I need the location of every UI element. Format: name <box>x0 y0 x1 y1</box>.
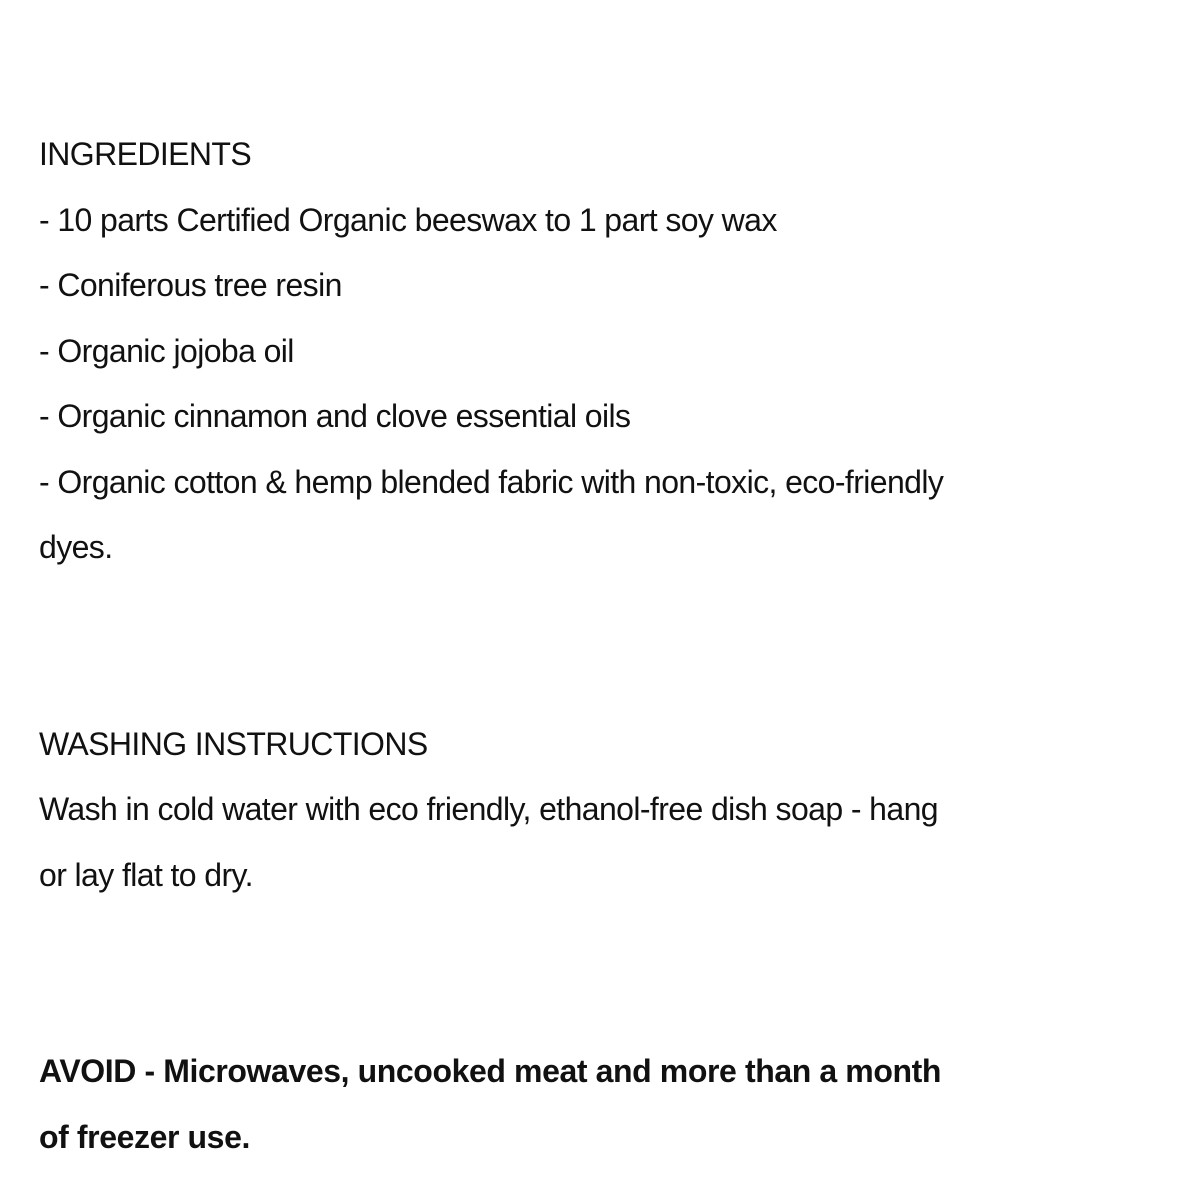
product-info <box>39 122 1159 1170</box>
washing-title: WASHING INSTRUCTIONS <box>39 725 428 762</box>
ingredient-item-continuation: dyes. <box>39 529 113 565</box>
section-spacer <box>39 646 1159 712</box>
washing-instruction-line: Wash in cold water with eco friendly, ethanol-free dish soap - hang <box>39 791 938 827</box>
avoid-warning-line: of freezer use. <box>39 1118 250 1155</box>
ingredients-section <box>39 122 1159 581</box>
ingredient-item: - Organic cinnamon and clove essential oils <box>39 398 631 434</box>
ingredient-item: - Organic jojoba oil <box>39 332 294 369</box>
washing-instruction-line: or lay flat to dry. <box>39 856 253 893</box>
section-spacer <box>39 581 1159 647</box>
ingredient-item: - Organic cotton & hemp blended fabric with non-toxic, eco-friendly <box>39 463 944 500</box>
ingredients-title: INGREDIENTS <box>39 136 252 172</box>
avoid-warning-line: AVOID - Microwaves, uncooked meat and more than a month <box>39 1053 942 1089</box>
ingredient-item: - Coniferous tree resin <box>39 267 342 303</box>
ingredient-item: - 10 parts Certified Organic beeswax to 1 part soy wax <box>39 201 777 238</box>
section-spacer <box>39 908 1159 974</box>
avoid-section <box>39 1039 1159 1170</box>
washing-section <box>39 712 1159 909</box>
section-spacer <box>39 974 1159 1040</box>
